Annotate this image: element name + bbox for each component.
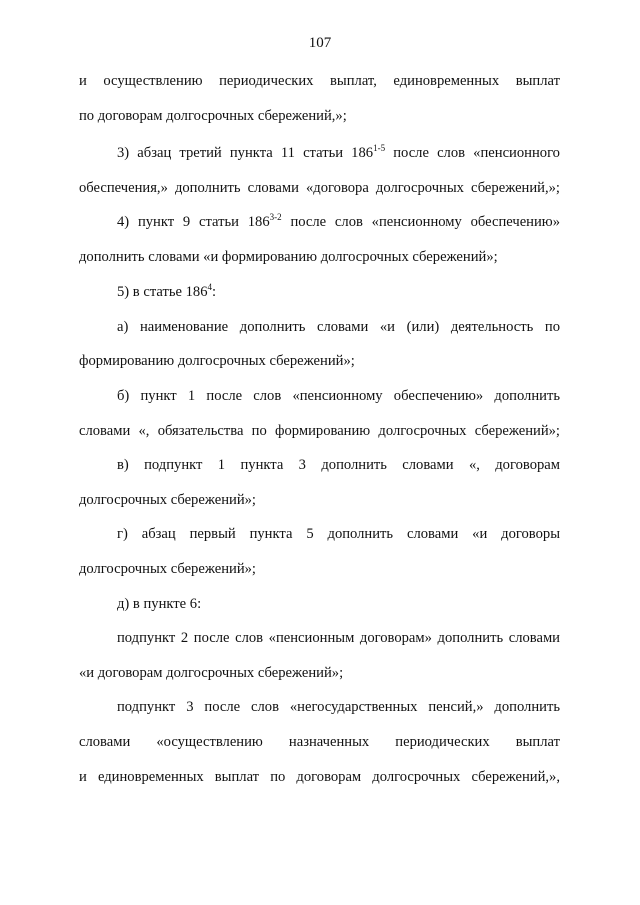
text-line-5-part-2: после слов «пенсионному обеспечению» [281, 214, 561, 230]
text-line-13: долгосрочных сбережений»; [79, 492, 256, 508]
superscript-4: 4 [207, 282, 213, 293]
text-line-12: в) подпункт 1 пункта 3 дополнить словами «, договорам [117, 457, 560, 473]
text-line-18: «и договорам долгосрочных сбережений»; [79, 665, 344, 681]
text-line-3 [117, 144, 560, 162]
text-line-1: и осуществлению периодических выплат, единовременных выплат [79, 73, 560, 89]
text-line-14: г) абзац первый пункта 5 дополнить словами «и договоры [117, 526, 560, 542]
superscript-3-2: 3-2 [269, 212, 282, 223]
text-line-2: по договорам долгосрочных сбережений,»; [79, 108, 347, 124]
text-line-21: и единовременных выплат по договорам долгосрочных сбережений,», [79, 769, 560, 785]
text-line-7 [117, 283, 216, 301]
text-line-15: долгосрочных сбережений»; [79, 561, 256, 577]
text-line-19: подпункт 3 после слов «негосударственных пенсий,» дополнить [117, 699, 560, 715]
text-line-6: дополнить словами «и формированию долгосрочных сбережений»; [79, 249, 498, 265]
page-number: 107 [308, 35, 332, 51]
text-line-4: обеспечения,» дополнить словами «договора долгосрочных сбережений,»; [79, 180, 560, 196]
text-line-7-part-1: 5) в статье 186 [117, 284, 208, 300]
text-line-5 [117, 213, 560, 231]
text-line-5-part-1: 4) пункт 9 статьи 186 [117, 214, 270, 230]
superscript-1-5: 1-5 [373, 143, 386, 154]
text-line-20: словами «осуществлению назначенных периодических выплат [79, 734, 560, 750]
text-line-3-part-1: 3) абзац третий пункта 11 статьи 186 [117, 145, 374, 161]
text-line-11: словами «, обязательства по формированию долгосрочных сбережений»; [79, 423, 560, 439]
text-line-3-part-2: после слов «пенсионного [385, 145, 560, 161]
text-line-16: д) в пункте 6: [117, 596, 202, 612]
text-line-7-part-2: : [212, 284, 217, 300]
text-line-17: подпункт 2 после слов «пенсионным договорам» дополнить словами [117, 630, 560, 646]
text-line-8: а) наименование дополнить словами «и (или) деятельность по [117, 319, 560, 335]
text-line-10: б) пункт 1 после слов «пенсионному обеспечению» дополнить [117, 388, 560, 404]
text-line-9: формированию долгосрочных сбережений»; [79, 353, 355, 369]
